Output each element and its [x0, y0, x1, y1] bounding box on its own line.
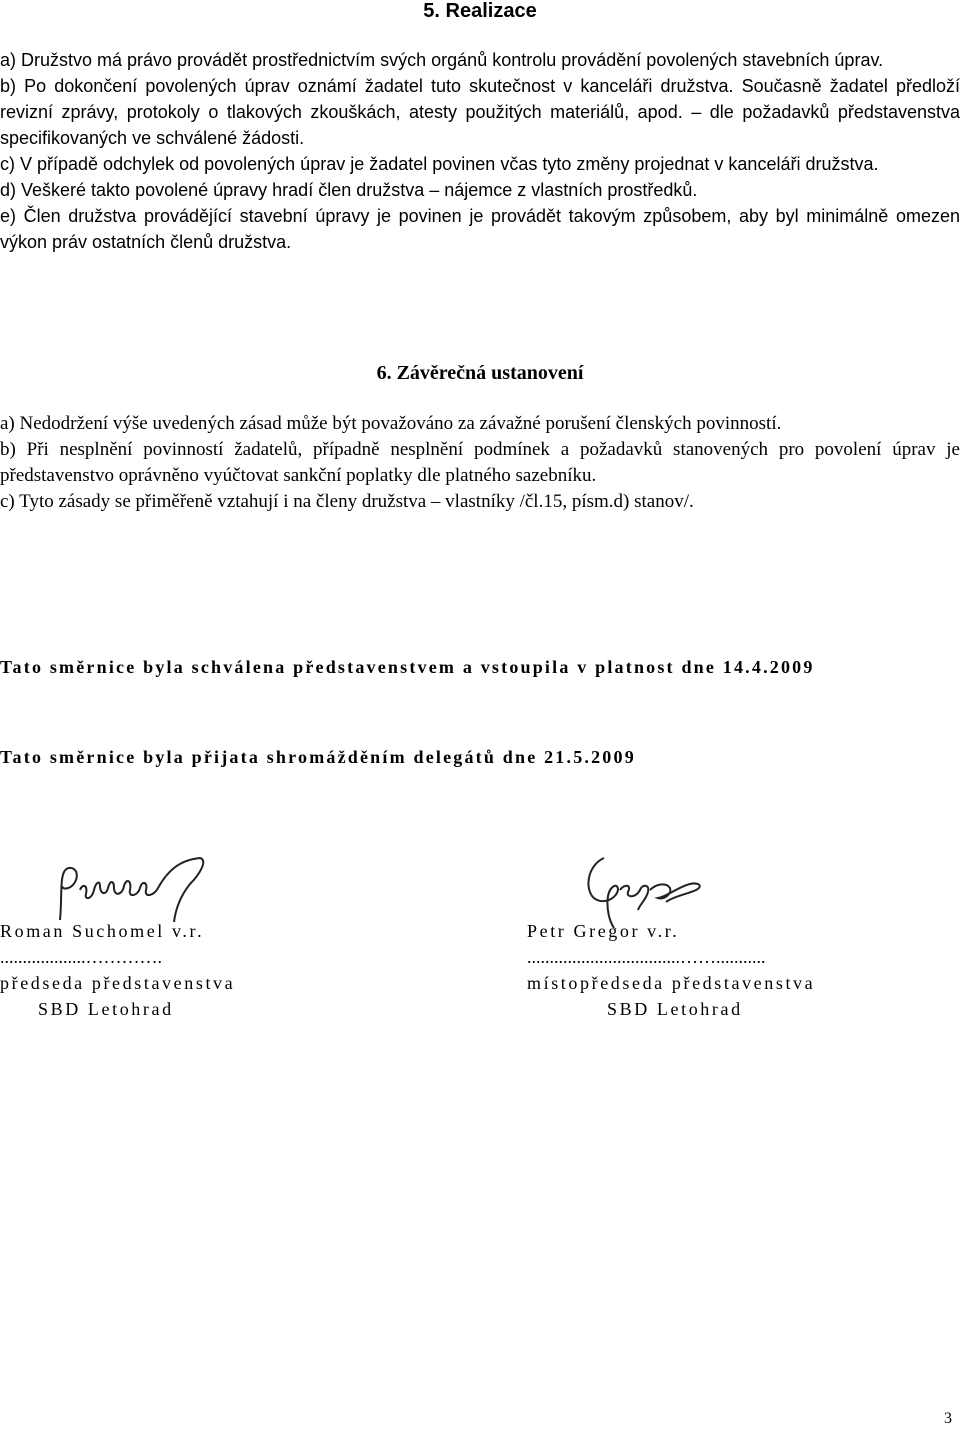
- signatory-org-left: SBD Letohrad: [38, 999, 174, 1019]
- section-5-body: [0, 47, 960, 255]
- section-6-paragraph-b: b) Při nesplnění povinností žadatelů, případně nesplnění podmínek a požadavků stanovených pro povolení úprav je představenstvo oprávněno vyúčtovat sankční poplatky dle platného sazebníku.: [0, 439, 960, 486]
- signatory-name-right: Petr Gregor v.r.: [527, 921, 680, 941]
- signature-block-left: [0, 918, 235, 1022]
- section-6-paragraph-a: a) Nedodržení výše uvedených zásad může být považováno za závažné porušení členských povinností.: [0, 413, 782, 434]
- section-5-paragraph-b: b) Po dokončení povolených úprav oznámí žadatel tuto skutečnost v kanceláři družstva. Současně žadatel předloží revizní zprávy, protokoly o tlakových zkouškách, atesty použitých materiálů, apod. – dle požadavků představenstva specifikovaných ve schválené žádosti.: [0, 76, 960, 148]
- section-5-paragraph-a: a) Družstvo má právo provádět prostřednictvím svých orgánů kontrolu provádění povolených stavebních úprav.: [0, 50, 884, 70]
- section-6-body: [0, 411, 960, 515]
- signatory-org-right: SBD Letohrad: [607, 999, 743, 1019]
- section-5-paragraph-c: c) V případě odchylek od povolených úprav je žadatel povinen včas tyto změny projednat v kanceláři družstva.: [0, 154, 879, 174]
- section-6-heading: 6. Závěrečná ustanovení: [376, 362, 584, 384]
- signatory-role-left: předseda představenstva: [0, 973, 236, 993]
- signatory-role-right: místopředseda představenstva: [527, 973, 816, 993]
- signatory-name-left: Roman Suchomel v.r.: [0, 921, 205, 941]
- signature-dots-right: ..................................……...........: [527, 947, 766, 967]
- section-5-paragraph-d: d) Veškeré takto povolené úpravy hradí člen družstva – nájemce z vlastních prostředků.: [0, 180, 698, 200]
- section-6-paragraph-c: c) Tyto zásady se přiměřeně vztahují i na členy družstva – vlastníky /čl.15, písm.d) stanov/.: [0, 491, 694, 512]
- signature-block-right: [527, 918, 815, 1022]
- approval-statement-board: Tato směrnice byla schválena představenstvem a vstoupila v platnost dne 14.4.2009: [0, 657, 815, 677]
- page-number: 3: [944, 1410, 952, 1427]
- signature-dots-left: ...................………….: [0, 947, 162, 967]
- approval-statement-assembly: Tato směrnice byla přijata shromážděním delegátů dne 21.5.2009: [0, 747, 636, 767]
- section-5-heading: 5. Realizace: [423, 0, 537, 22]
- section-5-paragraph-e: e) Člen družstva provádějící stavební úpravy je povinen je provádět takovým způsobem, aby byl minimálně omezen výkon práv ostatních členů družstva.: [0, 206, 960, 252]
